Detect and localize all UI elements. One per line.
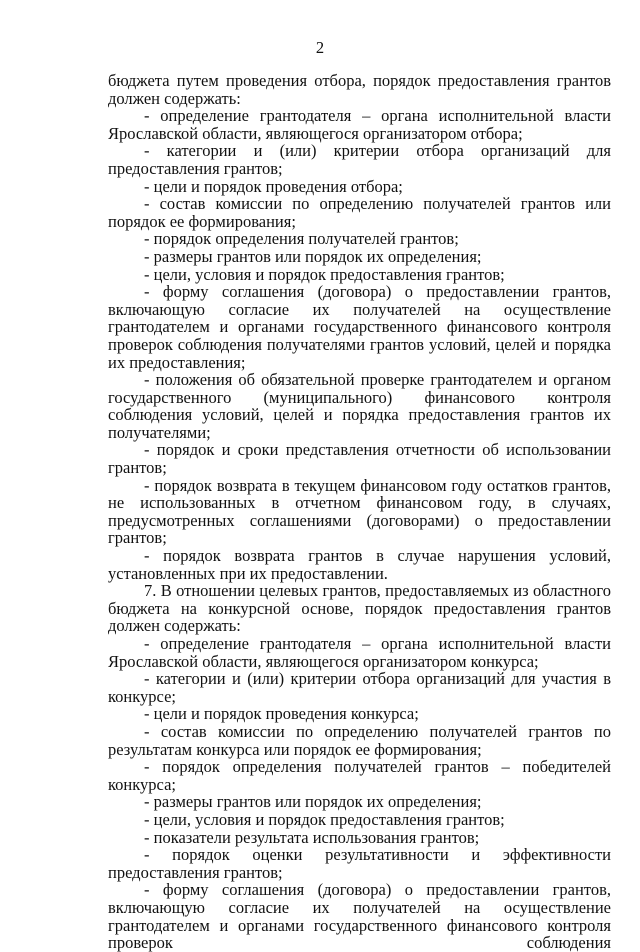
paragraph: - порядок возврата в текущем финансовом году остатков грантов, не использованных в отчетном финансовом году, в случаях, предусмотренных соглашениями (договорами) о предоставлении грантов; (108, 475, 611, 548)
paragraph: - порядок оценки результативности и эффективности предоставления грантов; (108, 845, 611, 882)
paragraph: - состав комиссии по определению получателей грантов по результатам конкурса или порядок ее формирования; (108, 721, 611, 759)
paragraph: - определение грантодателя – органа исполнительной власти Ярославской области, являющегося организатором конкурса; (108, 634, 611, 671)
document-body (108, 72, 611, 952)
paragraph: бюджета путем проведения отбора, порядок предоставления грантов должен содержать: (108, 71, 611, 108)
paragraph: - категории и (или) критерии отбора организаций для предоставления грантов; (108, 141, 611, 178)
paragraph: - цели и порядок проведения отбора; (144, 176, 403, 196)
paragraph: - положения об обязательной проверке грантодателем и органом государственного (муниципального) финансового контроля соблюдения условий, целей и порядка предоставления грантов их получателями; (108, 370, 611, 442)
page-number: 2 (315, 38, 325, 57)
paragraph: - состав комиссии по определению получателей грантов или порядок ее формирования; (108, 194, 611, 231)
paragraph: - показатели результата использования грантов; (144, 827, 480, 847)
paragraph: 7. В отношении целевых грантов, предоставляемых из областного бюджета на конкурсной основе, порядок предоставления грантов должен содержать: (108, 581, 611, 636)
paragraph: - порядок и сроки представления отчетности об использовании грантов; (108, 440, 611, 478)
paragraph: - порядок определения получателей грантов; (144, 229, 459, 249)
paragraph: - форму соглашения (договора) о предоставлении грантов, включающую согласие их получателей на осуществление грантодателем и органами государственного финансового контроля проверок соблюдения получателями грантов условий, целей и порядка их предоставления; (108, 282, 611, 372)
paragraph: - цели, условия и порядок предоставления грантов; (144, 809, 505, 829)
paragraph: - размеры грантов или порядок их определения; (144, 792, 482, 812)
paragraph: - порядок возврата грантов в случае нарушения условий, установленных при их предоставлении. (108, 546, 611, 583)
paragraph: - цели, условия и порядок предоставления грантов; (144, 264, 505, 284)
paragraph: - размеры грантов или порядок их определения; (144, 246, 482, 266)
paragraph: - категории и (или) критерии отбора организаций для участия в конкурсе; (108, 669, 611, 706)
paragraph: - определение грантодателя – органа исполнительной власти Ярославской области, являющегося организатором отбора; (108, 106, 611, 143)
paragraph: - порядок определения получателей грантов – победителей конкурса; (108, 757, 611, 794)
paragraph: - цели и порядок проведения конкурса; (144, 704, 419, 724)
paragraph: - форму соглашения (договора) о предоставлении грантов, включающую согласие их получателей на осуществление грантодателем и органами государственного финансового контроля проверок соблюдения (108, 880, 611, 952)
